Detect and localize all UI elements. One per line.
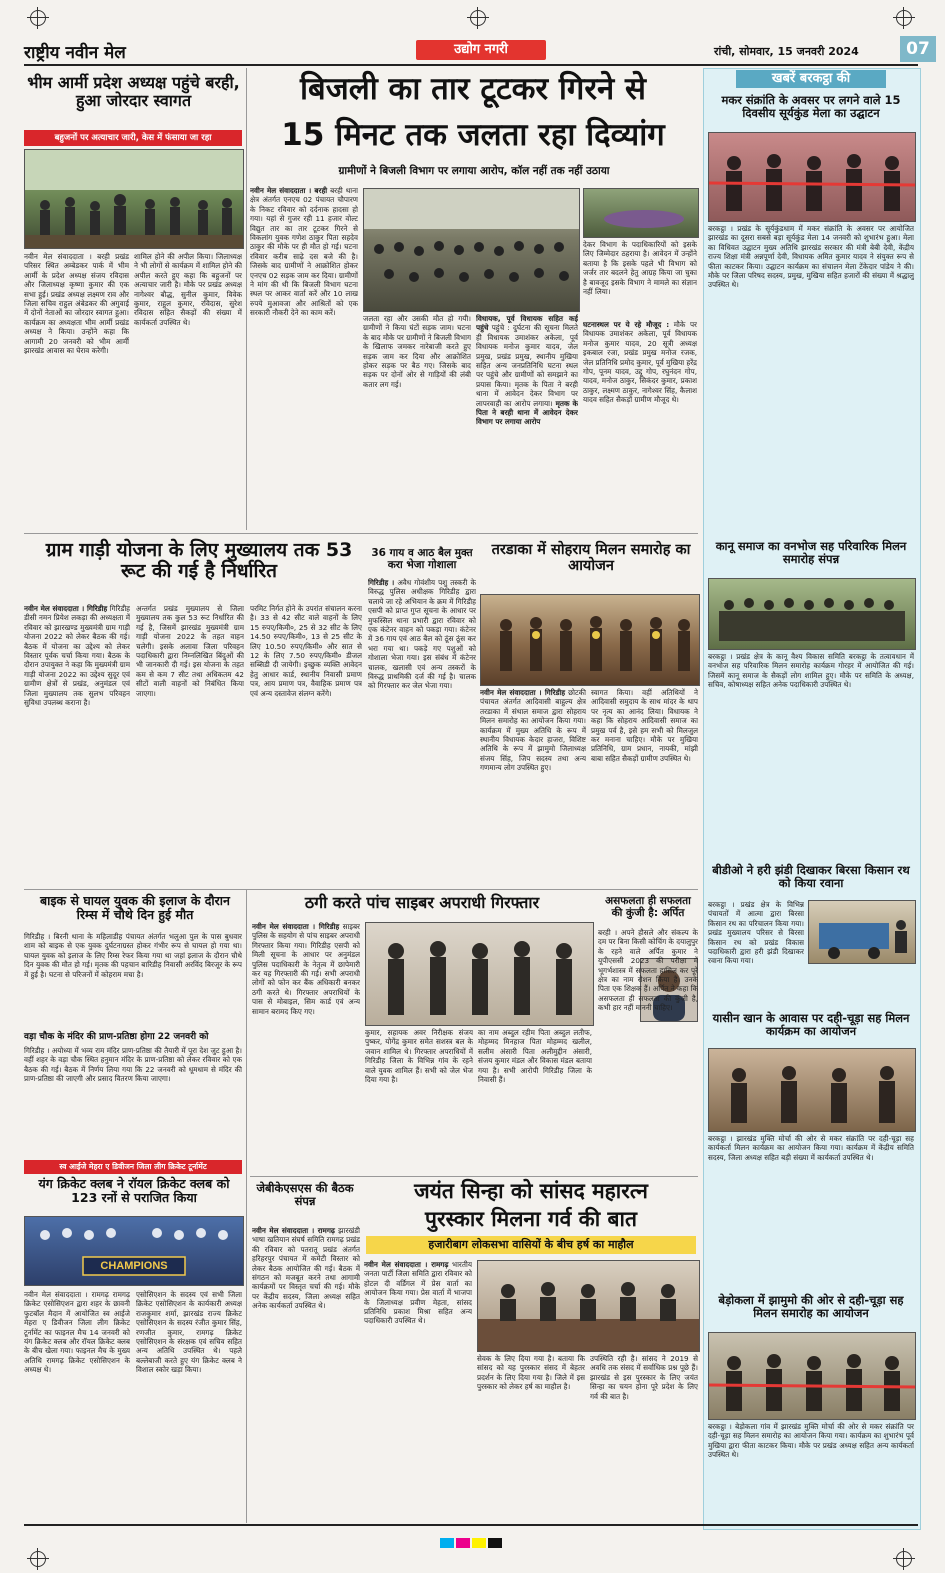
sidebar-s5-body: बरकट्ठा । बेड़ोकला गांव में झारखंड मुक्ति मोर्चा की ओर से मकर संक्रांति पर दही-चूड़ा सह मिलन समारोह का आयोजन किया गया। कार्यक्रम का शुभारंभ पूर्व मुखिया द्वारा फीता काटकर किया। मौके पर प्रखंड अध्यक्ष सहित अन्य कार्यकर्ता उपस्थित थे। — [708, 1422, 914, 1460]
sidebar-title: खबरें बरकट्ठा की — [736, 70, 886, 88]
arpit-body: बरही । अपने हौसले और संकल्प के दम पर बिना किसी कोचिंग के दयालुपुर के रहने वाले अर्पित कुमार ने यूपीएससी 2023 की परीक्षा में भूगर्भशास्त्र में सफलता हासिल कर पूरे क्षेत्र का नाम रोशन किया है। उनके पिता एक शिक्षक हैं। अर्पित ने कहा कि असफलता ही सफलता की कुंजी है, कभी हार नहीं माननी चाहिए। — [598, 928, 698, 1013]
lead-col3-bold1: विधायक, पूर्व विधायक सहित कई पहुंचे — [476, 314, 578, 333]
sohrai-group-illustration — [481, 595, 699, 685]
divider — [24, 889, 698, 890]
vertical-divider — [246, 68, 247, 530]
gram-gadi-col3: परमिट निर्गत होने के उपरांत संचालन करना है। 33 से 42 सीट वाले वाहनों के लिए 15 रुपए/किमी०, 25 से 32 सीट के लिए 14.50 रुपए/किमी०, 13 से 25 सीट के लिए 10.50 रुपए/किमी० और सात से 12 के लिए 7.50 रुपए/किमी० डीजल सब्सिडी दी जायेगी। इच्छुक व्यक्ति आवेदन हेतु आधार कार्ड, स्थानीय निवासी प्रमाण पत्र, आय प्रमाण पत्र, वैवाहिक प्रमाण पत्र एवं अन्य दस्तावेज संलग्न करेंगे। — [250, 604, 362, 698]
cricket-strip: स्व आईजे मेहरा ए डिवीजन जिला लीग क्रिकेट टूर्नामेंट — [24, 1160, 242, 1174]
lead-col2-text: जलता रहा और उसकी मौत हो गयी। ग्रामीणों ने किया घंटों सड़क जाम। घटना के बाद मौके पर ग्रामीणों ने बिजली विभाग के खिलाफ जमकर नारेबाजी करते हुए सड़क जाम कर दिया और आक्रोशित होकर सड़क पर बैठ गए। जिसके बाद सड़क पर दोनों ओर से गाड़ियों की लंबी कतार लग गई। — [363, 314, 471, 389]
lead-headline-2: 15 मिनट तक जलता रहा दिव्यांग — [281, 117, 665, 153]
bottom-rule — [24, 1524, 918, 1536]
sidebar-s4-photo — [708, 1048, 916, 1132]
left-top-headline: भीम आर्मी प्रदेश अध्यक्ष पहुंचे बरही, हुआ जोरदार स्वागत — [27, 73, 240, 110]
sidebar-s1-photo — [708, 132, 916, 222]
sidebar-s3-headline: बीडीओ ने हरी झंडी दिखाकर बिरसा किसान रथ को किया रवाना — [712, 863, 910, 890]
sidebar-s5-photo — [708, 1332, 916, 1420]
cricket-col1: नवीन मेल संवाददाता । रामगढ़ रामगढ़ क्रिकेट एसोसिएशन द्वारा शहर के छावनी फुटबॉल मैदान में आयोजित स्व आईजे मेहरा ए डिवीजन जिला लीग क्रिकेट टूर्नामेंट का फाइनल मैच 14 जनवरी को यंग क्रिकेट क्लब और रॉयल क्रिकेट क्लब के बीच खेला गया। फाइनल मैच के मुख्य अतिथि रामगढ़ क्रिकेट एसोसिएशन के अध्यक्ष थे। — [24, 1290, 130, 1375]
left-top-col1: नवीन मेल संवाददाता । बरही प्रखंड परिसर स्थित अम्बेडकर पार्क में भीम आर्मी के प्रदेश अध्यक्ष संजय रविदास और जिलाध्यक्ष कृष्णा कुमार की एक सभा हुई। प्रखंड अध्यक्ष लक्ष्मण राव और जिला सचिव राहुल अंबेडकर की अगुवाई में दोनों नेताओं का जोरदार स्वागत हुआ। कार्यक्रम का अध्यक्षता भीम आर्मी प्रखंड अध्यक्ष ने किया। उन्होंने कहा कि आगामी 20 जनवरी को भीम आर्मी झारखंड आवास का घेराव करेगी। — [24, 252, 129, 356]
jbkss-body — [252, 1226, 360, 1522]
jbkss-headline: जेबीकेएसएस की बैठक संपन्न — [256, 1181, 354, 1208]
masthead — [24, 38, 930, 66]
cyber-col3: का नाम अब्दुल रहीम पिता अब्दुल लतीफ, मोहम्मद मिनहाज पिता मोहम्मद खलील, सलीम अंसारी पिता अलीमुद्दीन अंसारी, संजय कुमार मंडल और विकास मंडल बताया गया है। सभी आरोपी गिरिडीह जिला के निवासी हैं। — [478, 1028, 592, 1085]
victim-photo — [583, 188, 699, 238]
cattle-body-text: अवैध गोवंशीय पशु तस्करी के विरुद्ध पुलिस अधीक्षक गिरिडीह द्वारा चलाये जा रहे अभियान के क्रम में गिरिडीह एसपी को प्राप्त गुप्त सूचना के आधार पर मुफस्सिल थाना प्रभारी द्वारा रविवार को एक कंटेनर वाहन को पकड़ा गया। कंटेनर में 36 गाय एवं आठ बैल को ठूंस ठूंस कर भरा गया था। पकड़े गए पशुओं को गोशाला भेजा गया। इस संबंध में कंटेनर चालक, खलासी एवं अन्य तस्करों के विरुद्ध प्राथमिकी दर्ज की गई है। चालक को गिरफ्तार कर जेल भेजा गया। — [368, 578, 476, 691]
gram-gadi-headline: ग्राम गाड़ी योजना के लिए मुख्यालय तक 53 रूट की गई है निर्धारित — [45, 539, 353, 583]
sidebar-s3-body: बरकट्ठा । प्रखंड क्षेत्र के विभिन्न पंचायतों में आत्मा द्वारा बिरसा किसान रथ का परिचालन किया गया। प्रखंड मुख्यालय परिसर से बिरसा किसान रथ को प्रखंड विकास पदाधिकारी द्वारा हरी झंडी दिखाकर रवाना किया गया। — [708, 900, 804, 966]
protest-photo — [363, 188, 580, 312]
sidebar-s1-body: बरकट्ठा । प्रखंड के सूर्यकुंडधाम में मकर संक्रांति के अवसर पर आयोजित झारखंड का दूसरा सबसे बड़ा सूर्यकुंड मेला 14 जनवरी को शुभारंभ हुआ। मेला का विधिवत उद्घाटन मुख्य अतिथि झारखंड सरकार की मंत्री बेबी देवी, केंद्रीय राज्य शिक्षा मंत्री अन्नपूर्णा देवी, विधायक अमित कुमार यादव ने संयुक्त रूप से फीता काटकर किया। उद्घाटन कार्यक्रम का संचालन मेला टेंकेदार पांडेय ने की। मौके पर जिला परिषद सदस्य, प्रमुख, मुखिया सहित हजारों की संख्या में श्रद्धालु उपस्थित थे। — [708, 224, 914, 290]
cyber-col1 — [252, 922, 360, 1172]
lead-col3-text: पहुंचे : दुर्घटना की सूचना मिलते ही विधायक उमाशंकर अकेला, पूर्व विधायक मनोज कुमार यादव, जेल प्रमुख, प्रखंड प्रमुख, स्थानीय मुखिया सहित अन्य जनप्रतिनिधि घटना स्थल पर पहुंचे और ग्रामीणों को समझाने का प्रयास किया। मृतक के पिता ने बरही थाना में आवेदन देकर विभाग पर लापरवाही का आरोप लगाया। — [476, 323, 578, 408]
lead-subhead: ग्रामीणों ने बिजली विभाग पर लगाया आरोप, कॉल नहीं तक नहीं उठाया — [338, 165, 610, 177]
divider — [250, 1176, 698, 1177]
lead-col3-bold2: मृतक के पिता ने बरही थाना में आवेदन देकर विभाग पर लगाया आरोप — [476, 398, 578, 427]
lead-headline-1: बिजली का तार टूटकर गिरने से — [299, 71, 646, 107]
paper-name: राष्ट्रीय नवीन मेल — [24, 43, 126, 63]
sidebar-s3-photo — [808, 900, 916, 964]
temple-body: गिरिडीह । अयोध्या में भव्य राम मंदिर प्राण-प्रतिष्ठा की तैयारी में पूरा देश जुट हुआ है। वहीं शहर के वड़ा चौक स्थित हनुमान मंदिर के प्राण-प्रतिष्ठा को लेकर रविवार को एक बैठक की गई। बैठक में निर्णय लिया गया कि 22 जनवरी को धूमधाम से मंदिर की प्राण-प्रतिष्ठा की जाएगी और प्रसाद वितरण किया जाएगा। — [24, 1046, 242, 1084]
color-bar-magenta — [456, 1538, 470, 1548]
ribbon-cutting-illustration — [709, 133, 915, 221]
kisan-rath-illustration — [809, 901, 915, 963]
registration-mark — [896, 1551, 912, 1567]
color-bar-cyan — [440, 1538, 454, 1548]
sohrai-col2: स्वागत किया। वहीं अतिथियों ने आदिवासी समुदाय के साथ मांदर के थाप पर नृत्य का आनंद लिया। विधायक ने कहा कि सोहराय आदिवासी समाज का प्रमुख पर्व है, इसे हम सभी को मिलजुल कर मनाना चाहिए। मौके पर मुखिया प्रतिनिधि, ग्राम प्रधान, नायकी, मांझी बाबा सहित सैकड़ों ग्रामीण उपस्थित थे। — [591, 688, 698, 763]
sidebar-s1-headline: मकर संक्रांति के अवसर पर लगने वाले 15 दिवसीय सूर्यकुंड मेला का उद्घाटन — [721, 93, 901, 120]
jbkss-dateline: नवीन मेल संवाददाता । रामगढ़ — [252, 1226, 335, 1235]
jbkss-body-text: झारखंडी भाषा खतियान संघर्ष समिति रामगढ़ प्रखंड की रविवार को पतरातू प्रखंड अंतर्गत हरिहरपुर पंचायत में कमेटी विस्तार को लेकर बैठक आयोजित की गई। बैठक में संगठन को मजबूत करने तथा आगामी कार्यक्रमों पर विस्तृत चर्चा की गई। मौके पर केंद्रीय सदस्य, जिला अध्यक्ष सहित अनेक कार्यकर्ता उपस्थित थे। — [252, 1226, 360, 1311]
sohrai-col1-text: छोटकी पंचायत अंतर्गत आदिवासी बाहुल्य क्षेत्र तरडाका में संथाल समाज द्वारा सोहराय मिलन समारोह का आयोजन किया गया। कार्यक्रम में मुख्य अतिथि के रूप में स्थानीय विधायक केदार हाजरा, विशिष्ट अतिथि के रूप में झामुमो जिलाध्यक्ष संजय सिंह, जिप सदस्य तथा अन्य गणमान्य लोग उपस्थित हुए। — [480, 688, 586, 773]
arrested-photo — [365, 922, 594, 1026]
registration-mark — [896, 10, 912, 26]
jayant-col2: सेवक के लिए दिया गया है। बताया कि सांसद को यह पुरस्कार संसद में बेहतर प्रदर्शन के लिए दिया गया है। जिले में इस पुरस्कार को लेकर हर्ष का माहौल है। — [477, 1354, 585, 1392]
lead-col5-text: मौके पर विधायक उमाशंकर अकेला, पूर्व विधायक मनोज कुमार यादव, 20 सूत्री अध्यक्ष इकबाल रजा, प्रखंड प्रमुख मनोज रजक, जेल प्रतिनिधि प्रमोद कुमार, पूर्व मुखिया हरेंद्र गोप, पूनम यादव, उद्दू गोप, रघुनंदन गोप, यादव, मनोज ठाकुर, सिकंदर कुमार, प्रकाश ठाकुर, लक्ष्मण ठाकुर, नागेश्वर सिंह, कैलाश यादव सहित सैकड़ों ग्रामीण मौजूद थे। — [583, 320, 697, 405]
sohrai-dateline: नवीन मेल संवाददाता । गिरिडीह — [480, 688, 566, 697]
jayant-photo — [477, 1260, 700, 1352]
gram-gadi-dateline: नवीन मेल संवाददाता । गिरिडीह — [24, 604, 108, 613]
lead-col4-bold: घटनास्थल पर ये रहे मौजूद : — [583, 320, 670, 329]
cricket-headline: यंग क्रिकेट क्लब ने रॉयल क्रिकेट क्लब को 123 रनों से पराजित किया — [38, 1176, 230, 1205]
arpit-headline: असफलता ही सफलता की कुंजी है: अर्पित — [605, 895, 691, 919]
lead-dateline: नवीन मेल संवाददाता । बरही — [250, 186, 328, 195]
gram-gadi-col2: अन्तर्गत प्रखंड मुख्यालय से जिला मुख्यालय तक कुल 53 रूट निर्धारित की गई है, जिसमें झारखंड मुख्यमंत्री ग्राम गाड़ी योजना 2022 के तहत वाहन चलेगी। इसके अलावा जिला परिवहन पदाधिकारी द्वारा निम्नलिखित बिंदुओं की भी जानकारी दी गई। इस योजना के तहत कम से कम 7 सीट तथा अधिकतम 42 सीटों वाली वाहनों को निबंधित किया जाएगा। — [136, 604, 244, 698]
sidebar-s2-headline: कानू समाज का वनभोज सह परिवारिक मिलन समारोह संपन्न — [715, 539, 907, 566]
sidebar-s4-headline: यासीन खान के आवास पर दही-चूड़ा सह मिलन कार्यक्रम का आयोजन — [712, 1011, 910, 1038]
color-bar-black — [488, 1538, 502, 1548]
cricket-col2: एसोसिएशन के सदस्य एवं सभी जिला क्रिकेट एसोसिएशन के कार्यकारी अध्यक्ष राजकुमार शर्मा, झारखंड राज्य क्रिकेट एसोसिएशन के सदस्य रंजीत कुमार सिंह, रणजीत कुमार, रामगढ़ क्रिकेट एसोसिएशन के संरक्षक एवं सचिव सहित अन्य अतिथि उपस्थित थे। पहले बल्लेबाजी करते हुए यंग क्रिकेट क्लब ने विशाल स्कोर खड़ा किया। — [136, 1290, 242, 1375]
jayant-strip: हजारीबाग लोकसभा वासियों के बीच हर्ष का माहौल — [366, 1236, 696, 1254]
cyber-col2: कुमार, सहायक अवर निरीक्षक संजय पुष्कर, योगेंद्र कुमार समेत सशस्त्र बल के जवान शामिल थे। गिरफ्तार अपराधियों में गिरिडीह जिला के विभिन्न गांव के रहने वाले युवक शामिल हैं। सभी को जेल भेज दिया गया है। — [365, 1028, 473, 1085]
registration-mark — [30, 1551, 46, 1567]
picnic-group-illustration — [709, 579, 915, 649]
lead-col4: देकर विभाग के पदाधिकारियों को इसके लिए जिम्मेदार ठहराया है। आवेदन में उन्होंने बताया है कि इसके पहले भी विभाग को जर्जर तार बदलने हेतु आग्रह किया जा चुका है बावजूद इसके विभाग ने मामले का संज्ञान नहीं लिया। — [583, 240, 697, 297]
cattle-dateline: गिरिडीह । — [368, 578, 395, 587]
arrested-group-illustration — [366, 923, 593, 1025]
jayant-col1 — [364, 1260, 472, 1522]
champions-photo — [24, 1216, 244, 1286]
cyber-headline: ठगी करते पांच साइबर अपराधी गिरफ्तार — [304, 893, 540, 912]
sidebar-s2-photo — [708, 578, 916, 650]
bedokala-event-illustration — [709, 1333, 915, 1419]
section-tag: उद्योग नगरी — [416, 40, 546, 60]
press-conference-illustration — [478, 1261, 699, 1351]
crowd-photo — [24, 149, 244, 249]
cattle-headline: 36 गाय व आठ बैल मुक्त करा भेजा गोशाला — [371, 547, 473, 571]
jayant-dateline: नवीन मेल संवाददाता । रामगढ़ — [364, 1260, 449, 1269]
lead-col1-text: बरही थाना क्षेत्र अंतर्गत एनएच 02 पंचायत चौपारण के निकट रविवार को दर्दनाक हादसा हो गया। यहां से गुजर रही 11 हजार वोल्ट विद्युत तार का तार टूटकर गिरने से विकलांग युवक गणेश ठाकुर पिता सहदेव ठाकुर की मौके पर ही मौत हो गई। घटना रविवार करीब साढ़े दस बजे की है। जिसके बाद ग्रामीणों ने आक्रोशित होकर एनएच 02 सड़क जाम कर दिया। ग्रामीणों ने मांग की थी कि बिजली विभाग घटना स्थल पर आकर वार्ता करें और 10 लाख रुपये मुआवजा और आश्रितों को एक सरकारी नौकरी देने का काम करें। — [250, 186, 358, 318]
dahi-chura-illustration — [709, 1049, 915, 1131]
left-top-col2: शामिल होने की अपील किया। जिलाध्यक्ष ने भी लोगों से कार्यक्रम में शामिल होने की अपील करते हुए कहा कि बहुजनों पर अत्याचार जारी है। मौके पर प्रखंड अध्यक्ष नागेश्वर बौद्ध, सुनील कुमार, विवेक कुमार, राहुल कुमार, रविदास, सुरेश रविदास सहित सैकड़ों की संख्या में कार्यकर्ता उपस्थित थे। — [134, 252, 242, 327]
jayant-headline-1: जयंत सिन्हा को सांसद महारत्न — [414, 1179, 648, 1203]
cyber-col1-text: साइबर पुलिस के सहयोग से पांच साइबर अपराधी गिरफ्तार किया गया। गिरिडीह एसपी को मिली सूचना के आधार पर अनुमंडल पुलिस पदाधिकारी के नेतृत्व में छापेमारी कर यह गिरफ्तारी की गई। सभी अपराधी लोगों को फोन कर बैंक अधिकारी बनकर ठगी करते थे। गिरफ्तार अपराधियों के पास से मोबाइल, सिम कार्ड एवं अन्य सामान बरामद किए गए। — [252, 922, 360, 1016]
lead-col2 — [363, 314, 471, 528]
lead-col1 — [250, 186, 358, 528]
gram-gadi-col1 — [24, 604, 130, 884]
page-number: 07 — [900, 36, 936, 62]
champions-banner: CHAMPIONS — [100, 1260, 168, 1272]
issue-date: रांची, सोमवार, 15 जनवरी 2024 — [714, 45, 859, 58]
lead-col3 — [476, 314, 578, 528]
sohrai-col1 — [480, 688, 586, 884]
jayant-col1-text: भारतीय जनता पार्टी जिला समिति द्वारा रविवार को होटल दी वर्डिगल में प्रेस वार्ता का आयोजन किया गया। प्रेस वार्ता में भाजपा के जिलाध्यक्ष प्रवीण मेहता, सांसद प्रतिनिधि प्रकाश मिश्रा सहित अन्य पदाधिकारी उपस्थित थे। — [364, 1260, 472, 1326]
divider — [24, 533, 698, 534]
sidebar-s2-body: बरकट्ठा । प्रखंड क्षेत्र के कानू वैश्य विकास समिति बरकट्ठा के तत्वावधान में वनभोज सह परिवारिक मिलन समारोह कार्यक्रम गोरहर में आयोजित की गई। जिसमें कानू समाज के सैकड़ों लोग शामिल हुए। मौके पर समिति के अध्यक्ष, सचिव, कोषाध्यक्ष सहित अनेक पदाधिकारी उपस्थित थे। — [708, 652, 914, 690]
cattle-body — [368, 578, 476, 882]
bike-body: गिरिडीह । बिरनी थाना के महिलाडीह पंचायत अंतर्गत भलुआ पुल के पास बुधवार शाम को बाइक से एक युवक दुर्घटनाग्रस्त होकर गंभीर रूप से घायल हो गया था। घायल युवक को इलाज के लिए रिम्स रेफर किया गया था जहां इलाज के दौरान चौथे दिन युवक की मौत हो गई। मृतक की पहचान बारिडीह निवासी अरविंद बिरजूर के रूप में हुई है। घटना से परिजनों में कोहराम मचा है। — [24, 932, 242, 979]
gram-gadi-col1-text: गिरिडीह डीसी नमन प्रियेश लकड़ा की अध्यक्षता में रविवार को झारखण्ड मुख्यमंत्री ग्राम गाड़ी योजना 2022 को लेकर बैठक की गई। बैठक में योजना का उद्देश्य को लेकर विस्तार पूर्वक चर्चा किया गया। बैठक के दौरान उपायुक्त ने कहा कि मुख्यमंत्री ग्राम गाड़ी योजना 2022 का उद्देश्य सुदूर एवं ग्रामीण क्षेत्रों से प्रखंड, अनुमंडल एवं जिला मुख्यालय तक सुलभ परिवहन सुविधा उपलब्ध कराना है। — [24, 604, 130, 708]
sohrai-photo — [480, 594, 700, 686]
registration-mark — [30, 10, 46, 26]
crowd-illustration — [25, 150, 243, 248]
covered-body-illustration — [584, 189, 698, 237]
sidebar-s4-body: बरकट्ठा । झारखंड मुक्ति मोर्चा की ओर से मकर संक्रांति पर दही-चूड़ा सह कार्यकर्ता मिलन कार्यक्रम का आयोजन किया गया। कार्यक्रम में केंद्रीय समिति सदस्य, जिला अध्यक्ष सहित बड़ी संख्या में कार्यकर्ता उपस्थित थे। — [708, 1134, 914, 1162]
road-protest-illustration — [364, 189, 579, 311]
registration-mark — [470, 10, 486, 26]
lead-col5 — [583, 320, 697, 528]
vertical-divider — [246, 889, 247, 1523]
left-top-strip: बहुजनों पर अत्याचार जारी, केस में फंसाया जा रहा — [24, 130, 242, 146]
cyber-dateline: नवीन मेल संवाददाता । गिरिडीह — [252, 922, 340, 931]
bike-headline: बाइक से घायल युवक की इलाज के दौरान रिम्स में चौथे दिन हुई मौत — [40, 893, 230, 922]
jayant-headline-2: पुरस्कार मिलना गर्व की बात — [425, 1207, 637, 1231]
temple-headline: वड़ा चौक के मंदिर की प्राण-प्रतिष्ठा होगा 22 जनवरी को — [24, 1032, 209, 1042]
color-bar-yellow — [472, 1538, 486, 1548]
jayant-col3: उपस्थिति रही है। सांसद ने 2019 से अवधि तक संसद में सर्वाधिक प्रश्न पूछे हैं। झारखंड से इस पुरस्कार के लिए जयंत सिन्हा का चयन होना पूरे प्रदेश के लिए गर्व की बात है। — [590, 1354, 698, 1401]
sohrai-headline: तरडाका में सोहराय मिलन समारोह का आयोजन — [491, 542, 691, 575]
sidebar-s5-headline: बेड़ोकला में झामुमो की ओर से दही-चूड़ा सह मिलन समारोह का आयोजन — [718, 1293, 904, 1320]
